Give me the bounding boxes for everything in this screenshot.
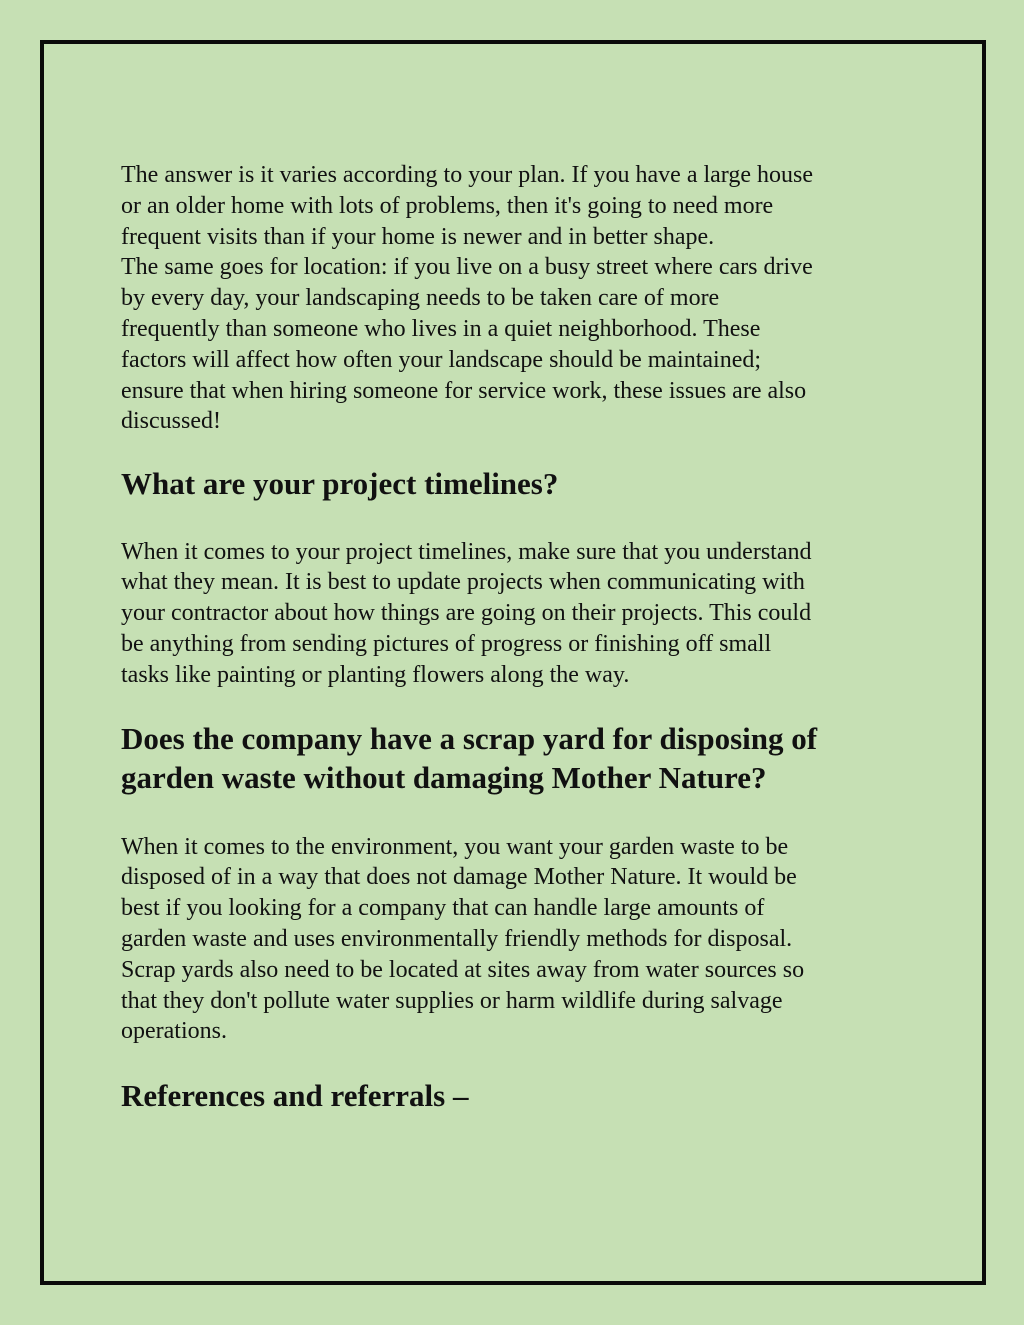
paragraph-plan-and-location: The answer is it varies according to your plan. If you have a large house or an older home with lots of problems, then it's going to need more frequent visits than if your home is newer and in better shape. The same goes for location: if you live on a busy street where cars drive by every day, your landscaping needs to be taken care of more frequently than someone who lives in a quiet neighborhood. These factors will affect how often your landscape should be maintained; ensure that when hiring someone for service work, these issues are also discussed!: [121, 162, 813, 435]
paragraph-project-timelines: When it comes to your project timelines, make sure that you understand what they mean. It is best to update projects when communicating with your contractor about how things are going on their projects. This could be anything from sending pictures of progress or finishing off small tasks like painting or planting flowers along the way.: [121, 538, 812, 688]
document-body: [121, 160, 911, 1116]
heading-references: References and referrals –: [121, 1078, 469, 1114]
paragraph-environment: When it comes to the environment, you want your garden waste to be disposed of in a way that does not damage Mother Nature. It would be best if you looking for a company that can handle large amounts of garden waste and uses environmentally friendly methods for disposal. Scrap yards also need to be located at sites away from water sources so that they don't pollute water supplies or harm wildlife during salvage operations.: [121, 833, 805, 1045]
heading-scrap-yard: Does the company have a scrap yard for disposing of garden waste without damaging Mother Nature?: [121, 720, 818, 796]
heading-project-timelines: What are your project timelines?: [121, 466, 559, 502]
